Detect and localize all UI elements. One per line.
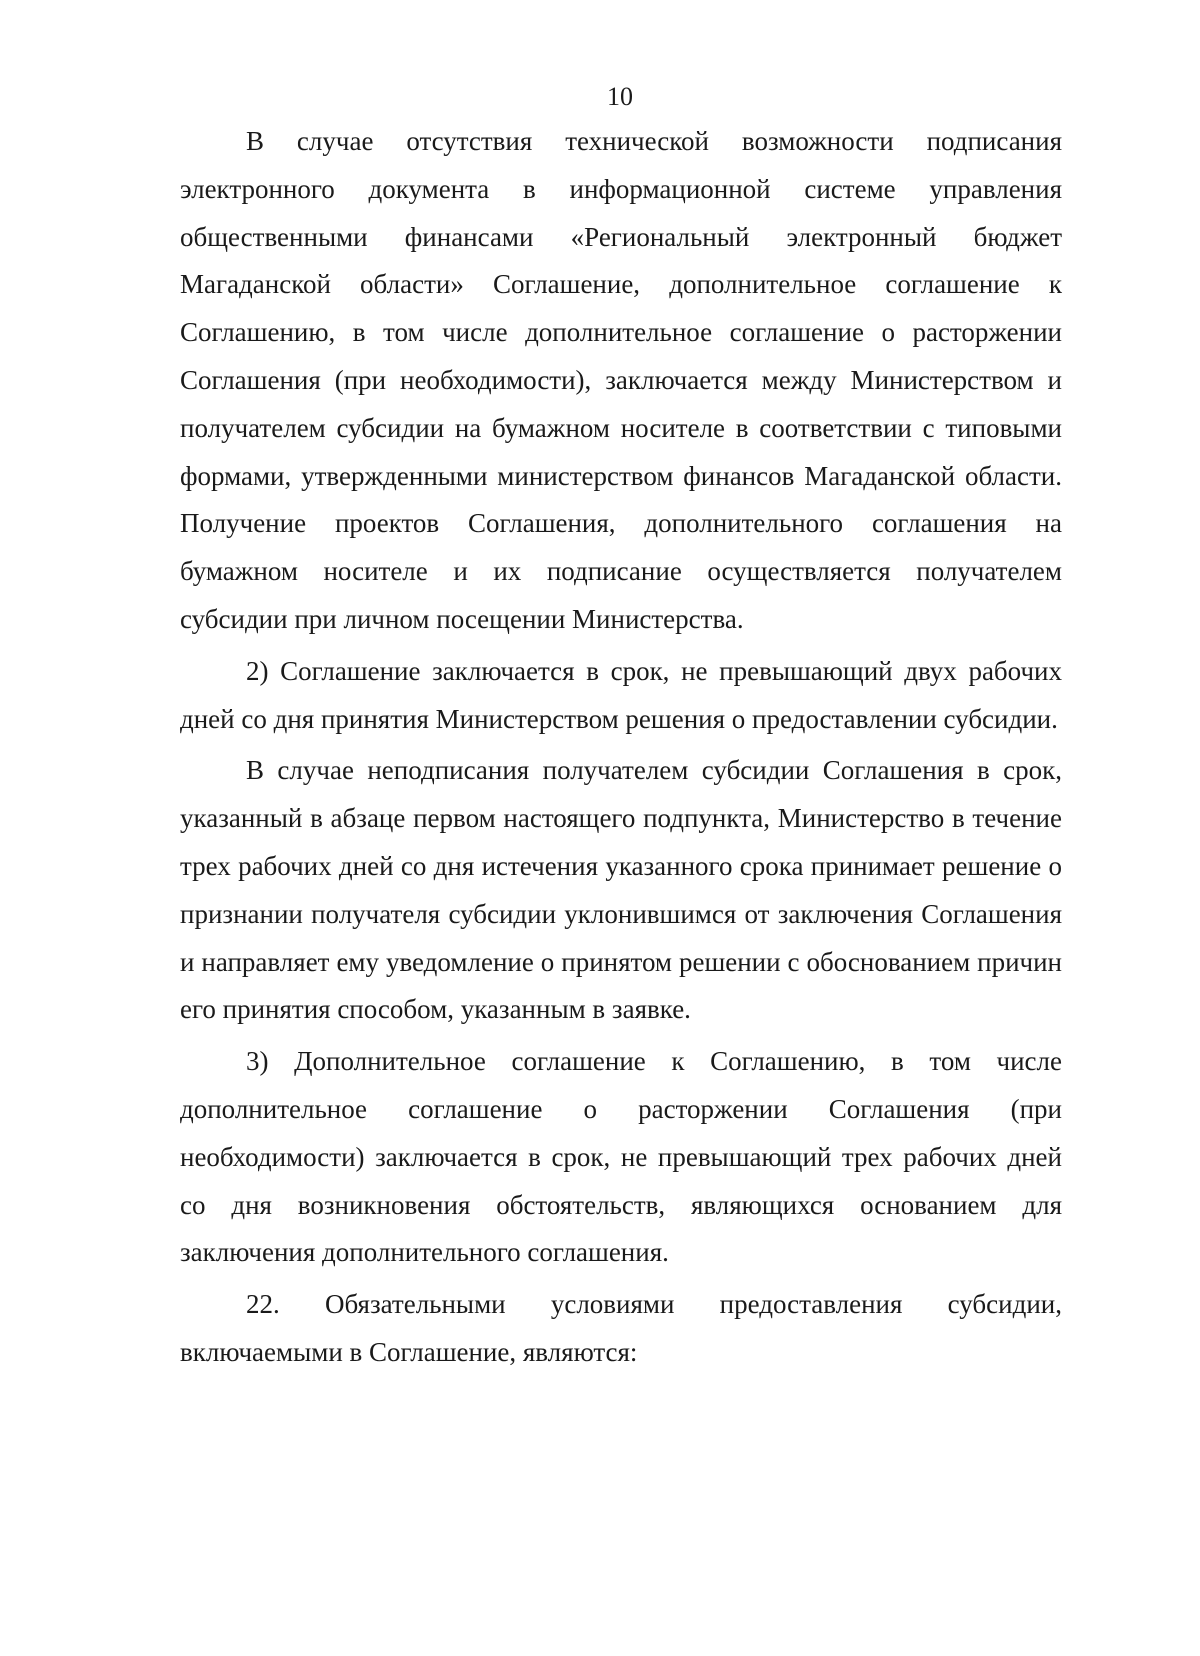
- paragraph-non-signing: В случае неподписания получателем субсидии Соглашения в срок, указанный в абзаце первом настоящего подпункта, Министерство в течение трех рабочих дней со дня истечения указанного срока принимает решение о признании получателя субсидии уклонившимся от заключения Соглашения и направляет ему уведомление о принятом решении с обоснованием причин его принятия способом, указанным в заявке.: [180, 755, 1062, 1025]
- document-body: [180, 118, 1062, 1379]
- paragraph-no-technical-possibility: В случае отсутствия технической возможности подписания электронного документа в информационной системе управления общественными финансами «Региональный электронный бюджет Магаданской области» Соглашение, дополнительное соглашение к Соглашению, в том числе дополнительное соглашение о расторжении Соглашения (при необходимости), заключается между Министерством и получателем субсидии на бумажном носителе в соответствии с типовыми формами, утвержденными министерством финансов Магаданской области. Получение проектов Соглашения, дополнительного соглашения на бумажном носителе и их подписание осуществляется получателем субсидии при личном посещении Министерства.: [180, 126, 1062, 634]
- paragraph-item-3: 3) Дополнительное соглашение к Соглашению, в том числе дополнительное соглашение о расторжении Соглашения (при необходимости) заключается в срок, не превышающий трех рабочих дней со дня возникновения обстоятельств, являющихся основанием для заключения дополнительного соглашения.: [180, 1046, 1062, 1268]
- paragraph-item-22: 22. Обязательными условиями предоставления субсидии, включаемыми в Соглашение, являются:: [180, 1289, 1062, 1367]
- page-number: 10: [607, 82, 633, 111]
- paragraph-item-2: 2) Соглашение заключается в срок, не превышающий двух рабочих дней со дня принятия Министерством решения о предоставлении субсидии.: [180, 655, 1062, 734]
